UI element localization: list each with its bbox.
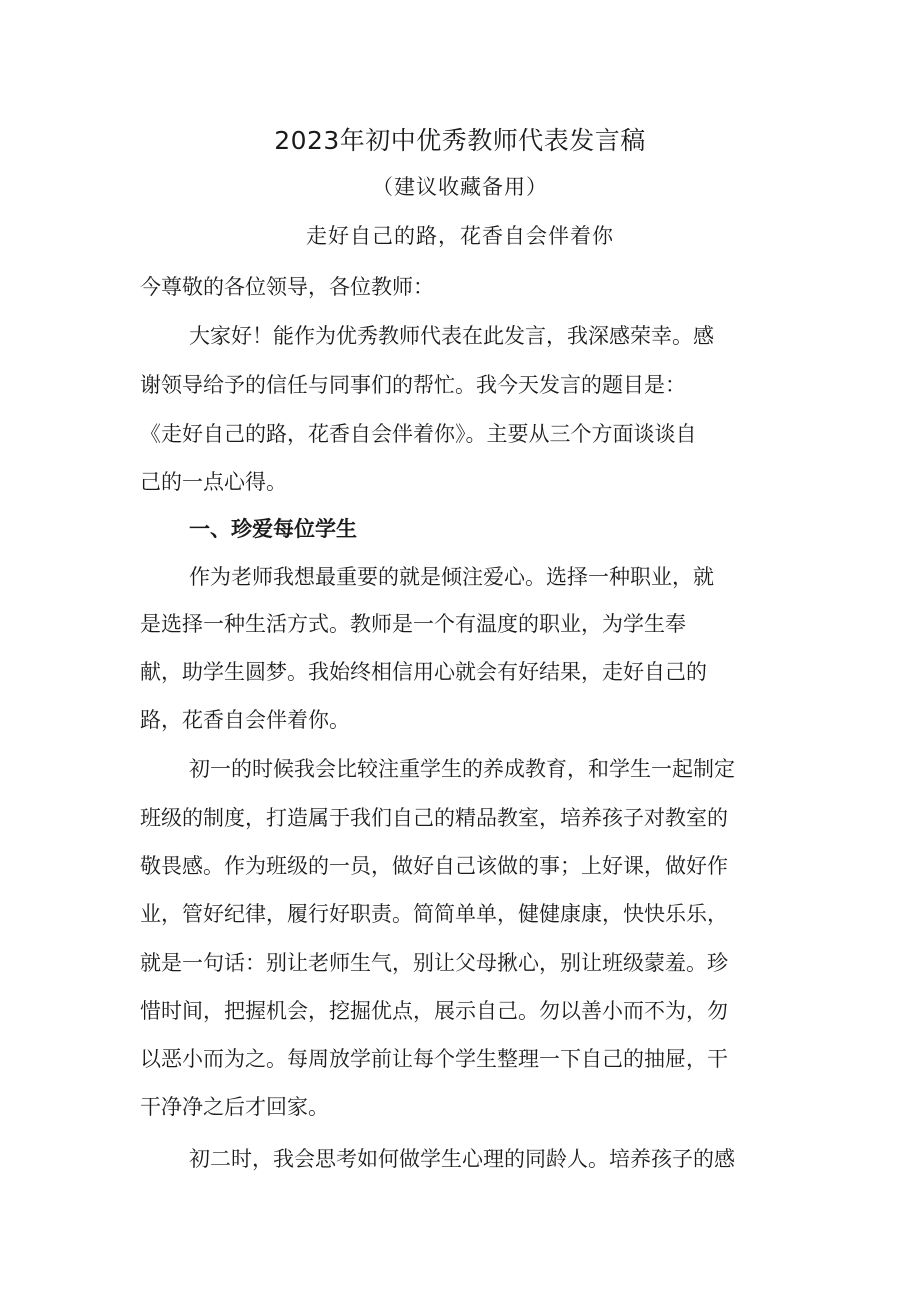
document-subtitle: （建议收藏备用） — [372, 175, 548, 199]
paragraph-line: 是选择一种生活方式。教师是一个有温度的职业，为学生奉 — [140, 612, 686, 636]
paragraph-line: 业，管好纪律，履行好职责。简简单单，健健康康，快快乐乐， — [140, 902, 728, 926]
paragraph-line: 己的一点心得。 — [140, 470, 287, 494]
paragraph-line: 敬畏感。作为班级的一员，做好自己该做的事；上好课，做好作 — [140, 854, 728, 878]
paragraph-line: 初一的时候我会比较注重学生的养成教育，和学生一起制定 — [189, 757, 735, 781]
greeting: 今尊敬的各位领导，各位教师： — [140, 275, 434, 299]
paragraph-line: 《走好自己的路，花香自会伴着你》。主要从三个方面谈谈自 — [140, 422, 697, 446]
paragraph-line: 献，助学生圆梦。我始终相信用心就会有好结果，走好自己的 — [140, 660, 707, 684]
section-heading: 一、珍爱每位学生 — [189, 517, 357, 541]
paragraph-line: 班级的制度，打造属于我们自己的精品教室，培养孩子对教室的 — [140, 806, 728, 830]
document-title: 2023年初中优秀教师代表发言稿 — [274, 126, 646, 155]
paragraph-line: 初二时，我会思考如何做学生心理的同龄人。培养孩子的感 — [189, 1147, 735, 1171]
paragraph-line: 以恶小而为之。每周放学前让每个学生整理一下自己的抽屉，干 — [140, 1047, 728, 1071]
paragraph-line: 作为老师我想最重要的就是倾注爱心。选择一种职业，就 — [189, 565, 714, 589]
paragraph-line: 路，花香自会伴着你。 — [140, 708, 350, 732]
paragraph-line: 谢领导给予的信任与同事们的帮忙。我今天发言的题目是： — [140, 373, 686, 397]
paragraph-line: 干净净之后才回家。 — [140, 1095, 329, 1119]
paragraph-line: 就是一句话：别让老师生气，别让父母揪心，别让班级蒙羞。珍 — [140, 951, 728, 975]
paragraph-line: 大家好！能作为优秀教师代表在此发言，我深感荣幸。感 — [189, 324, 714, 348]
speech-title: 走好自己的路，花香自会伴着你 — [306, 224, 614, 248]
paragraph-line: 惜时间，把握机会，挖掘优点，展示自己。勿以善小而不为，勿 — [140, 999, 728, 1023]
